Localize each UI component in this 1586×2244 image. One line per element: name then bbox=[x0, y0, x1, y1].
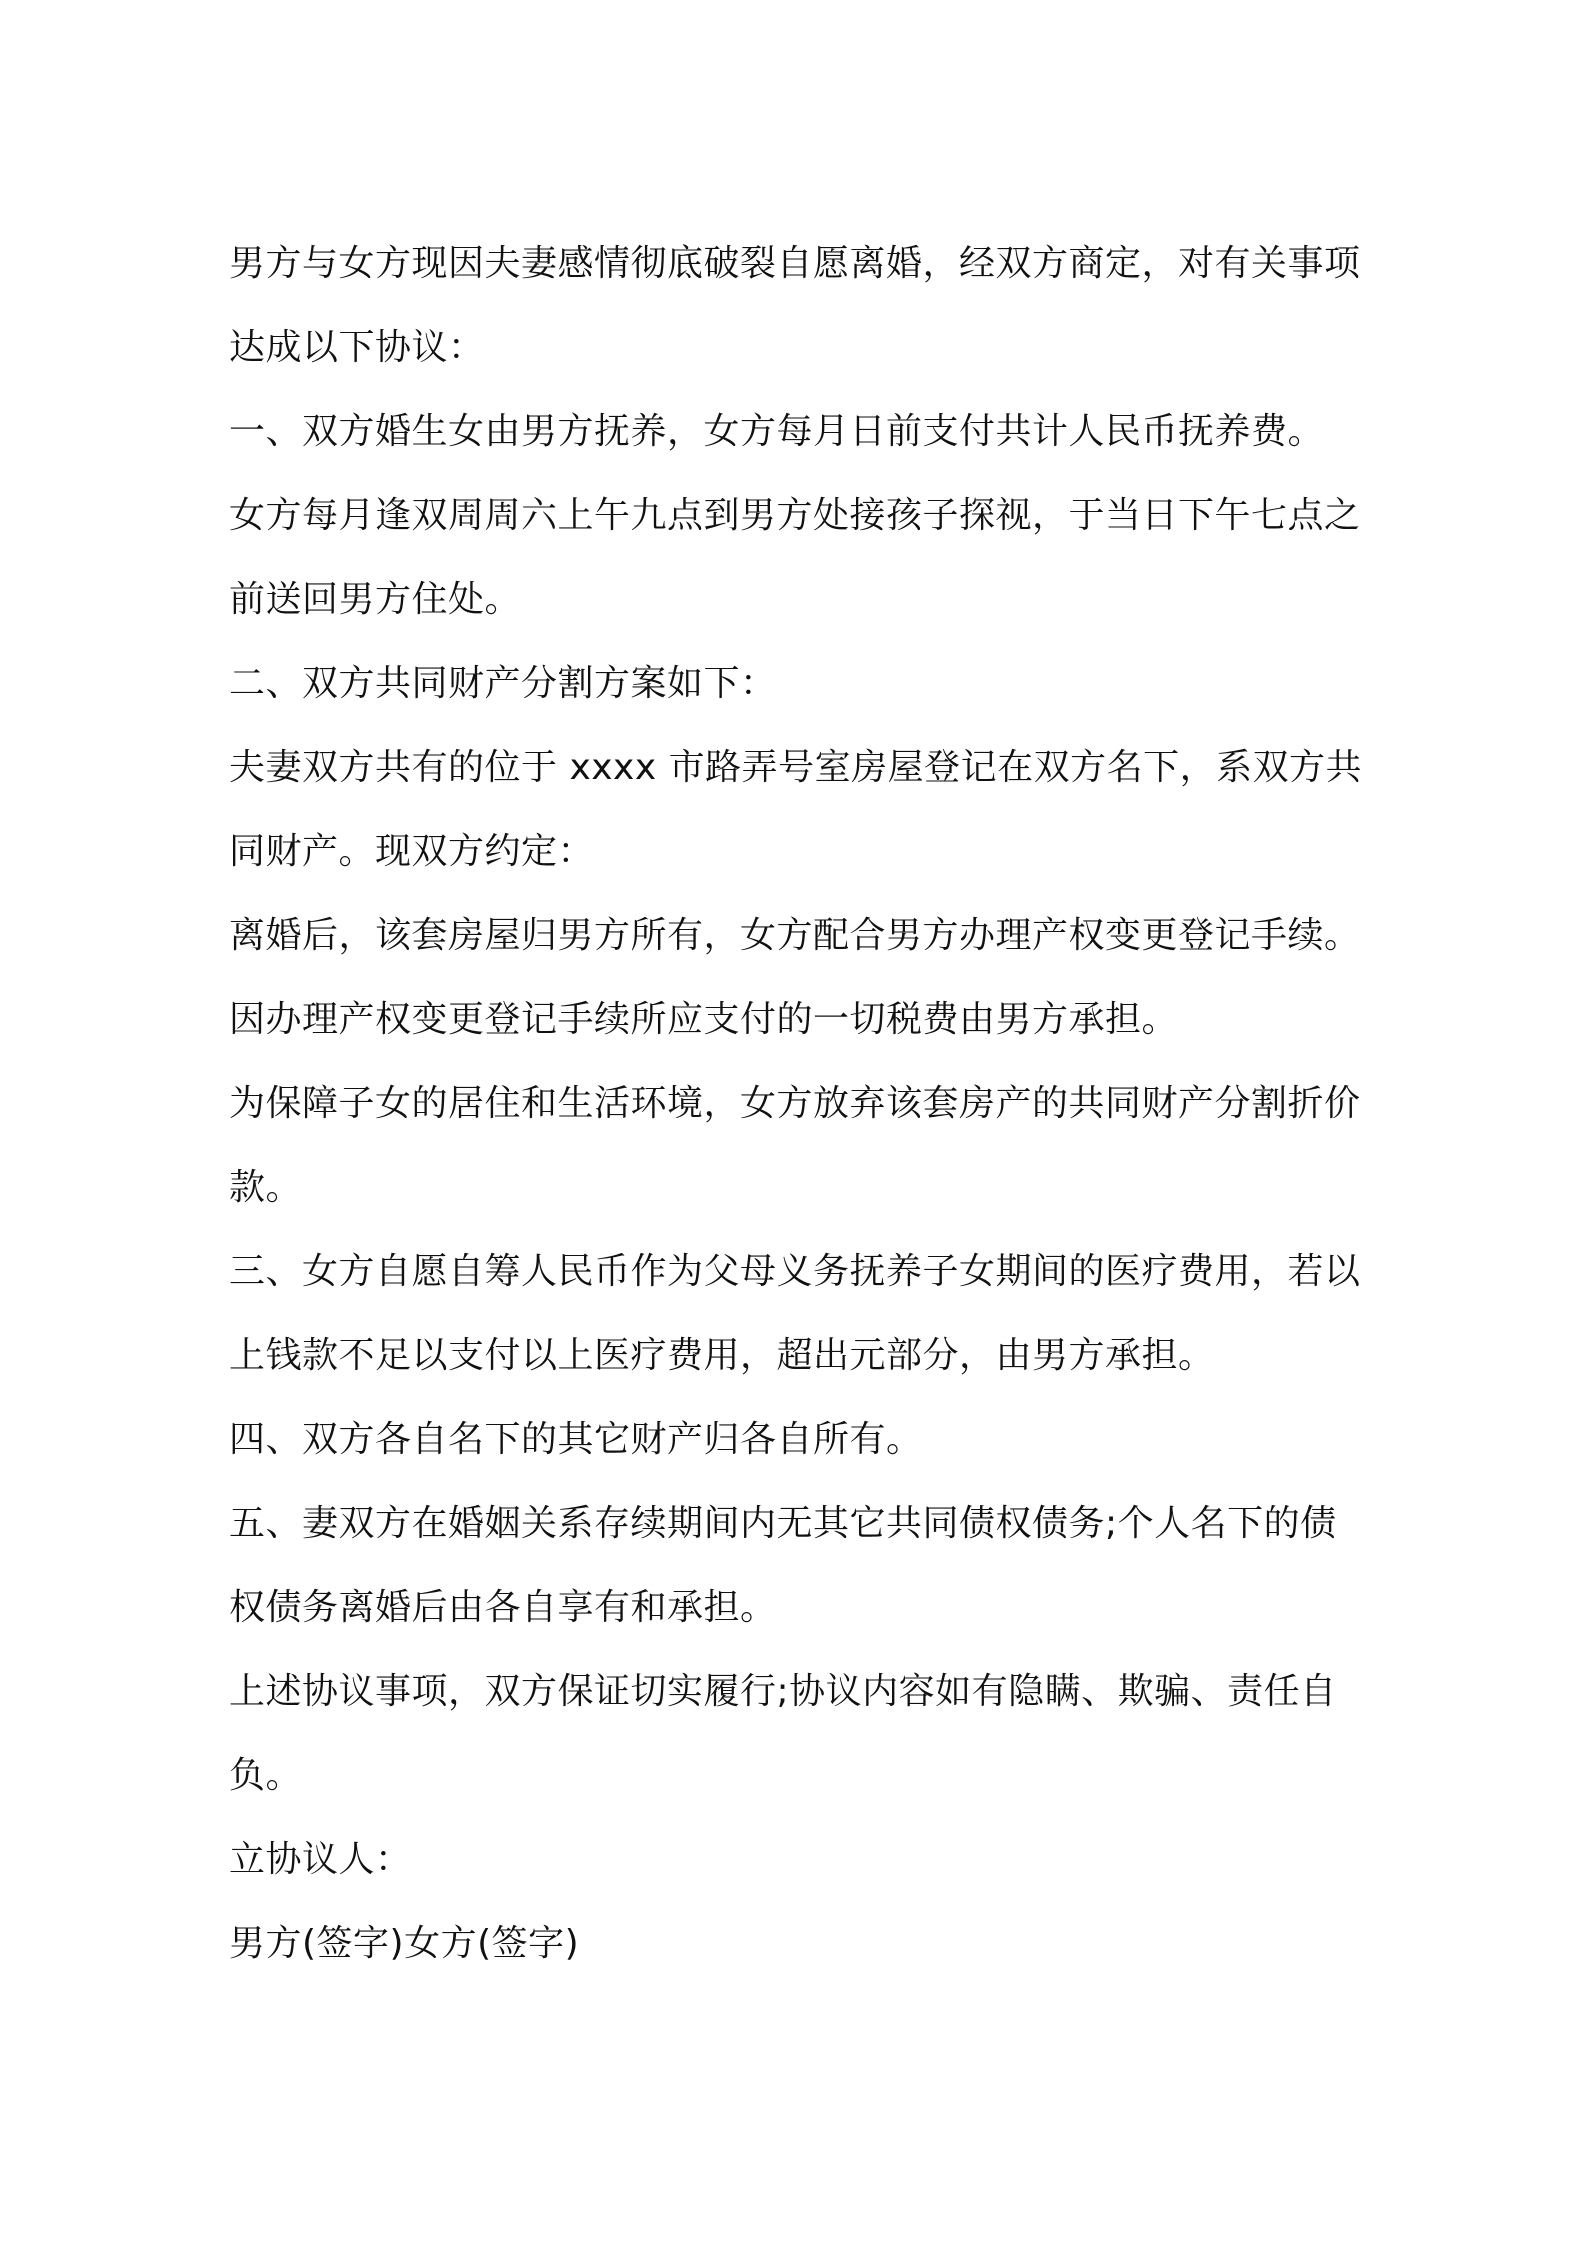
paragraph-visitation: 女方每月逢双周周六上午九点到男方处接孩子探视，于当日下午七点之前送回男方住处。 bbox=[229, 495, 1361, 620]
paragraph-taxes: 因办理产权变更登记手续所应支付的一切税费由男方承担。 bbox=[229, 999, 1179, 1040]
paragraph-house-ownership: 离婚后，该套房屋归男方所有，女方配合男方办理产权变更登记手续。 bbox=[229, 915, 1361, 956]
paragraph-clause-5: 五、妻双方在婚姻关系存续期间内无其它共同债权债务;个人名下的债权债务离婚后由各自享有和承担。 bbox=[229, 1503, 1337, 1628]
paragraph-property: 夫妻双方共有的位于 xxxx 市路弄号室房屋登记在双方名下，系双方共同财产。现双方约定： bbox=[229, 747, 1363, 872]
paragraph-intro: 男方与女方现因夫妻感情彻底破裂自愿离婚，经双方商定，对有关事项达成以下协议： bbox=[229, 243, 1361, 368]
paragraph-guarantee: 上述协议事项，双方保证切实履行;协议内容如有隐瞒、欺骗、责任自负。 bbox=[229, 1671, 1337, 1796]
paragraph-clause-2: 二、双方共同财产分割方案如下： bbox=[229, 663, 777, 704]
document-body bbox=[229, 222, 1369, 1986]
paragraph-clause-3: 三、女方自愿自筹人民币作为父母义务抚养子女期间的医疗费用，若以上钱款不足以支付以上医疗费用，超出元部分，由男方承担。 bbox=[229, 1251, 1361, 1376]
paragraph-waiver: 为保障子女的居住和生活环境，女方放弃该套房产的共同财产分割折价款。 bbox=[229, 1083, 1361, 1208]
paragraph-signatories-label: 立协议人： bbox=[229, 1839, 412, 1880]
paragraph-clause-4: 四、双方各自名下的其它财产归各自所有。 bbox=[229, 1419, 923, 1460]
paragraph-signatures: 男方(签字)女方(签字) bbox=[229, 1923, 580, 1964]
paragraph-clause-1: 一、双方婚生女由男方抚养，女方每月日前支付共计人民币抚养费。 bbox=[229, 411, 1325, 452]
